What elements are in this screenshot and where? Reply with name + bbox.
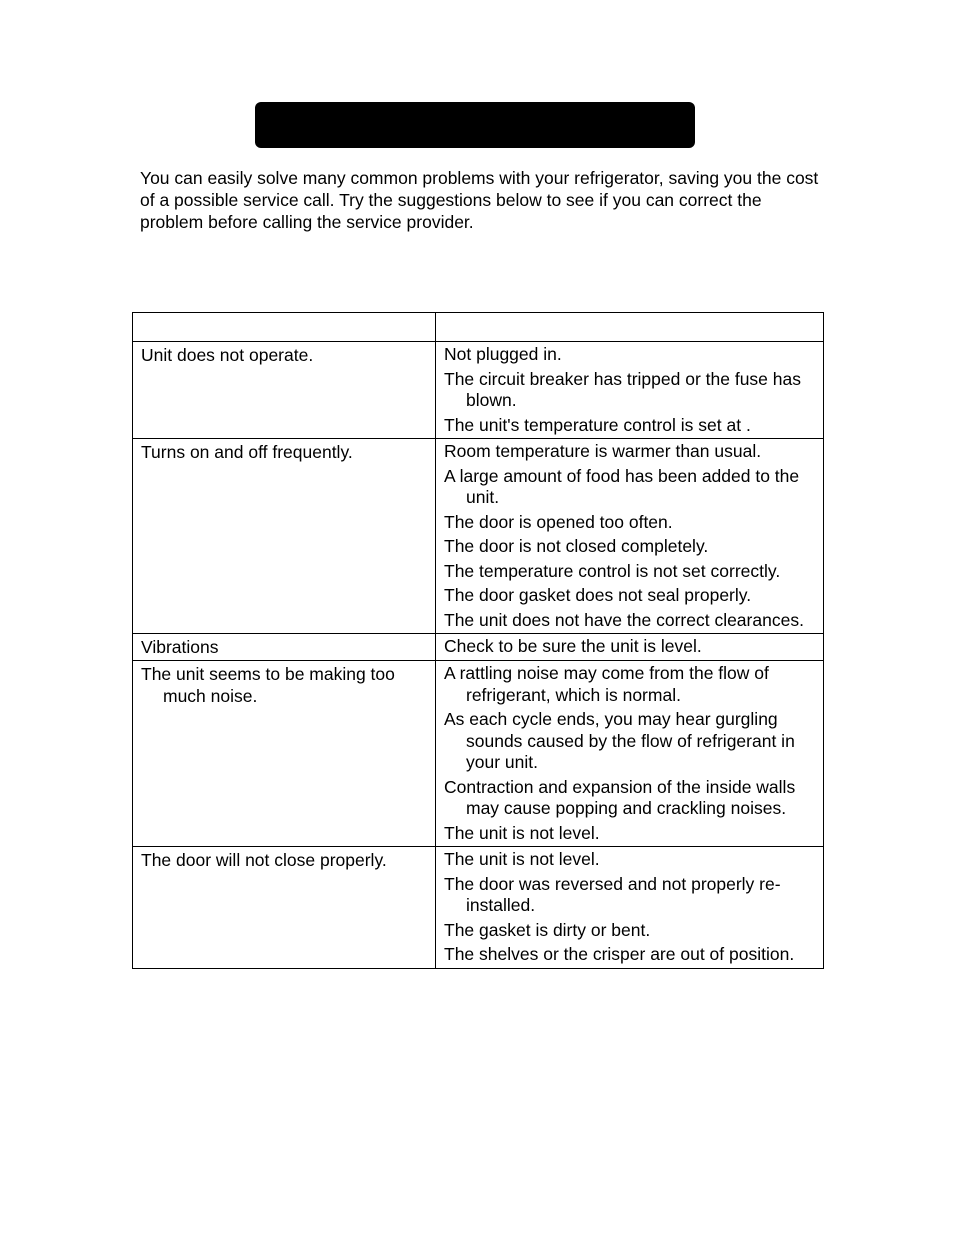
problem-text: Unit does not operate. [141,345,314,365]
cause-item: The door is opened too often. [444,511,673,532]
section-title-bar [255,102,695,148]
cause-item: The unit is not level. [444,849,600,869]
causes-cell [436,634,824,661]
intro-paragraph: You can easily solve many common problems with your refrigerator, saving you the cost of a possible service call. Try the suggestions below to see if you can correct the problem before calling the service provider. [140,168,819,232]
table-header-row [133,313,824,342]
cause-item: The shelves or the crisper are out of position. [444,944,795,964]
cause-item: The temperature control is not set correctly. [444,560,781,581]
problem-cell [133,661,436,847]
cause-item: Check to be sure the unit is level. [444,636,702,656]
cause-item: A large amount of food has been added to the unit. [444,465,800,507]
problem-text: The door will not close properly. [141,850,387,870]
cause-item: The unit's temperature control is set at . [444,414,751,435]
cause-item: As each cycle ends, you may hear gurgling sounds caused by the flow of refrigerant in your unit. [444,709,795,772]
cause-item: The door gasket does not seal properly. [444,585,752,605]
causes-cell [436,439,824,634]
problem-text: Vibrations [141,637,219,657]
problem-cell [133,439,436,634]
cause-item: Not plugged in. [444,344,562,364]
causes-cell [436,342,824,439]
table-row [133,342,824,439]
table-row [133,661,824,847]
table-row [133,634,824,661]
problem-cell [133,847,436,969]
problem-text: Turns on and off frequently. [141,442,353,462]
cause-item: Room temperature is warmer than usual. [444,441,762,461]
cause-item: The door is not closed completely. [444,536,709,556]
problem-text: The unit seems to be making too much noise. [141,664,395,706]
cause-item: The circuit breaker has tripped or the fuse has blown. [444,368,801,410]
table-row [133,847,824,969]
table-row [133,439,824,634]
cause-item: Contraction and expansion of the inside walls may cause popping and crackling noises. [444,776,796,818]
cause-item: The door was reversed and not properly re-installed. [444,873,781,915]
cause-item: The gasket is dirty or bent. [444,919,651,940]
causes-cell [436,661,824,847]
cause-item: The unit does not have the correct clearances. [444,609,804,630]
cause-item: The unit is not level. [444,822,600,843]
header-possible-cause [436,313,824,342]
cause-item: A rattling noise may come from the flow of refrigerant, which is normal. [444,663,769,705]
problem-cell [133,342,436,439]
header-problem [133,313,436,342]
problem-cell [133,634,436,661]
troubleshooting-table [132,312,824,969]
causes-cell [436,847,824,969]
